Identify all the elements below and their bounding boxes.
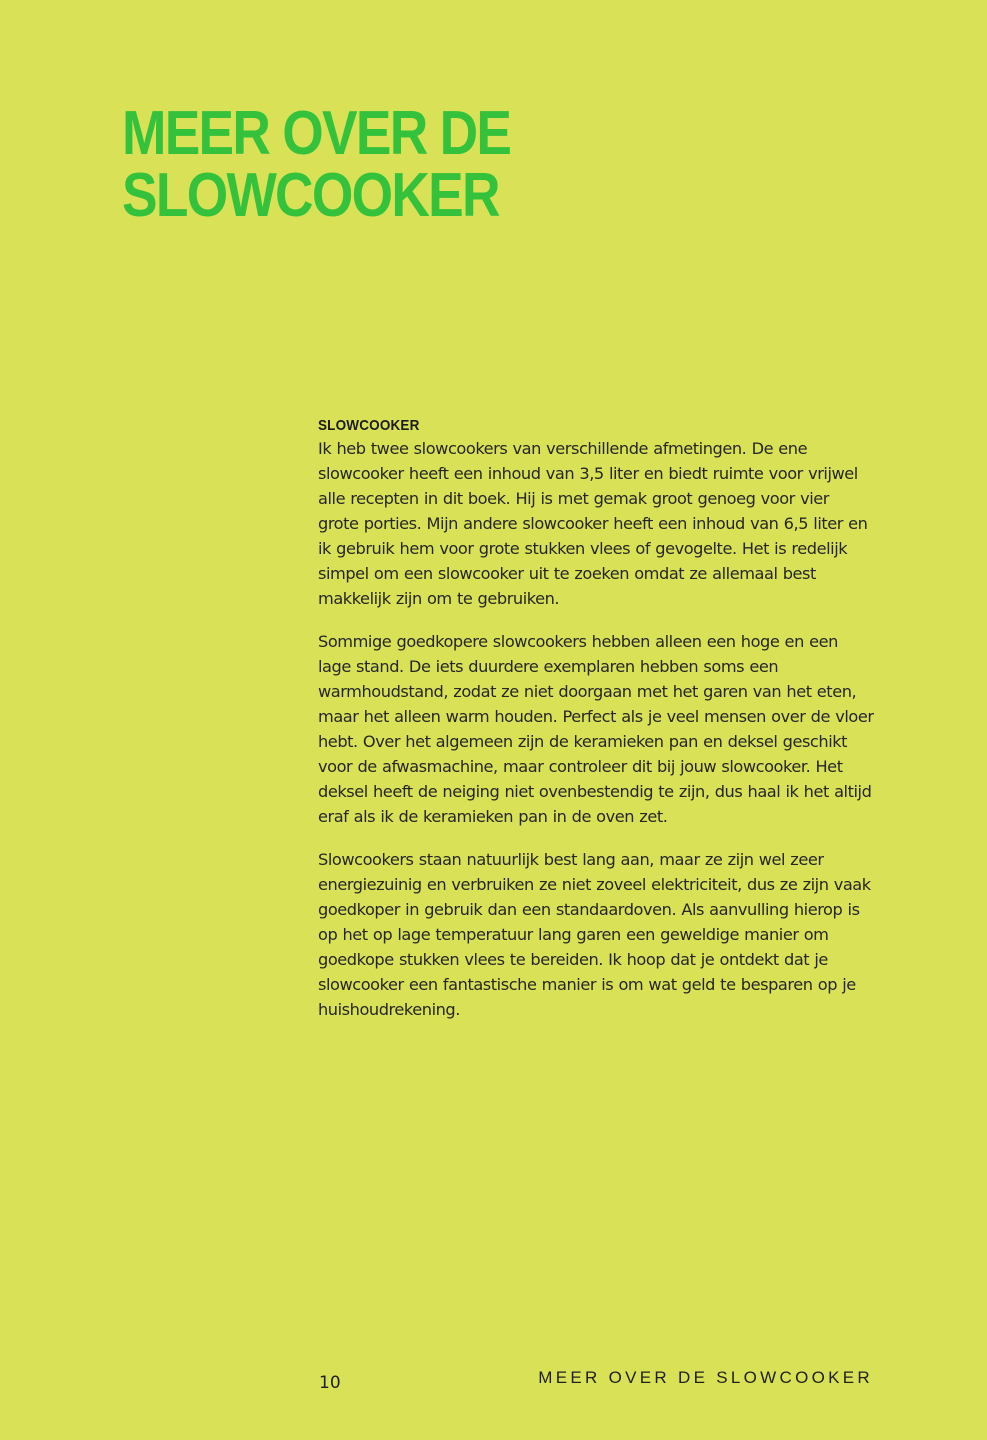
page-title-line-2: SLOWCOOKER	[122, 161, 499, 230]
page-title	[122, 99, 604, 230]
page-number: 10	[319, 1373, 341, 1393]
running-footer-title: MEER OVER DE SLOWCOOKER	[538, 1368, 873, 1387]
paragraph-2: Sommige goedkopere slowcookers hebben alleen een hoge en een lage stand. De iets duurdere exemplaren hebben soms een warmhoudstand, zodat ze niet doorgaan met het garen van het eten, maar het alleen warm houden. Perfect als je veel mensen over de vloer hebt. Over het algemeen zijn de keramieken pan en deksel geschikt voor de afwasmachine, maar controleer dit bij jouw slowcooker. Het deksel heeft de neiging niet ovenbestendig te zijn, dus haal ik het altijd eraf als ik de keramieken pan in de oven zet.	[318, 632, 874, 826]
article-body	[318, 416, 874, 1022]
paragraph-3: Slowcookers staan natuurlijk best lang aan, maar ze zijn wel zeer energiezuinig en verbruiken ze niet zoveel elektriciteit, dus ze zijn vaak goedkoper in gebruik dan een standaardoven. Als aanvulling hierop is op het op lage temperatuur lang garen een geweldige manier om goedkope stukken vlees te bereiden. Ik hoop dat je ontdekt dat je slowcooker een fantastische manier is om wat geld te besparen op je huishoudrekening.	[318, 850, 871, 1019]
section-heading: SLOWCOOKER	[318, 417, 420, 434]
paragraph-1: Ik heb twee slowcookers van verschillende afmetingen. De ene slowcooker heeft een inhoud van 3,5 liter en biedt ruimte voor vrijwel alle recepten in dit boek. Hij is met gemak groot genoeg voor vier grote porties. Mijn andere slowcooker heeft een inhoud van 6,5 liter en ik gebruik hem voor grote stukken vlees of gevogelte. Het is redelijk simpel om een slowcooker uit te zoeken omdat ze allemaal best makkelijk zijn om te gebruiken.	[318, 439, 868, 608]
page-title-line-1: MEER OVER DE	[122, 99, 511, 168]
